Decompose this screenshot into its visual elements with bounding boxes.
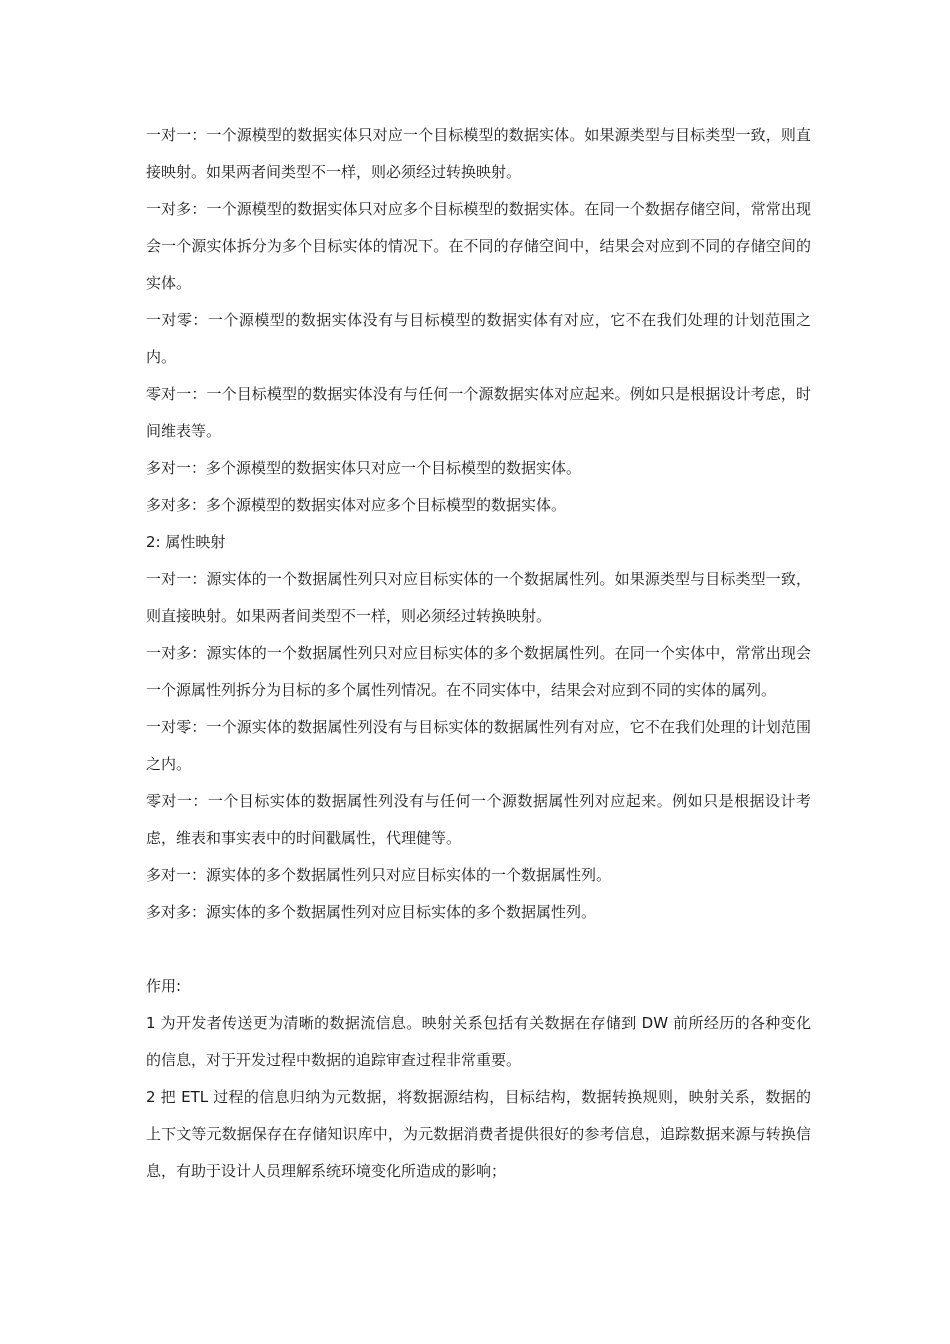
paragraph-attr-one-to-zero: 一对零：一个源实体的数据属性列没有与目标实体的数据属性列有对应，它不在我们处理的计划范围之内。 [146,718,811,773]
paragraph-entity-one-to-one: 一对一：一个源模型的数据实体只对应一个目标模型的数据实体。如果源类型与目标类型一致，则直接映射。如果两者间类型不一样，则必须经过转换映射。 [146,126,811,181]
heading-effects: 作用: [146,977,182,995]
paragraph-entity-one-to-many: 一对多：一个源模型的数据实体只对应多个目标模型的数据实体。在同一个数据存储空间，常常出现会一个源实体拆分为多个目标实体的情况下。在不同的存储空间中，结果会对应到不同的存储空间的实体。 [146,200,811,292]
paragraph-effect-1: 1 为开发者传送更为清晰的数据流信息。映射关系包括有关数据在存储到 DW 前所经历的各种变化的信息，对于开发过程中数据的追踪审查过程非常重要。 [146,1014,811,1069]
paragraph-entity-zero-to-one: 零对一：一个目标模型的数据实体没有与任何一个源数据实体对应起来。例如只是根据设计考虑，时间维表等。 [146,385,811,440]
paragraph-entity-many-to-many: 多对多：多个源模型的数据实体对应多个目标模型的数据实体。 [146,496,567,514]
paragraph-attr-many-to-many: 多对多：源实体的多个数据属性列对应目标实体的多个数据属性列。 [146,903,597,921]
paragraph-attr-one-to-one: 一对一：源实体的一个数据属性列只对应目标实体的一个数据属性列。如果源类型与目标类型一致，则直接映射。如果两者间类型不一样，则必须经过转换映射。 [146,570,811,625]
paragraph-attr-one-to-many: 一对多：源实体的一个数据属性列只对应目标实体的多个数据属性列。在同一个实体中，常常出现会一个源属性列拆分为目标的多个属性列情况。在不同实体中，结果会对应到不同的实体的属列。 [146,644,811,699]
blank-line [146,931,811,968]
paragraph-attr-many-to-one: 多对一：源实体的多个数据属性列只对应目标实体的一个数据属性列。 [146,866,612,884]
paragraph-entity-many-to-one: 多对一：多个源模型的数据实体只对应一个目标模型的数据实体。 [146,459,582,477]
paragraph-entity-one-to-zero: 一对零：一个源模型的数据实体没有与目标模型的数据实体有对应，它不在我们处理的计划范围之内。 [146,311,811,366]
paragraph-attr-zero-to-one: 零对一：一个目标实体的数据属性列没有与任何一个源数据属性列对应起来。例如只是根据设计考虑，维表和事实表中的时间戳属性，代理健等。 [146,792,811,847]
heading-attribute-mapping: 2: 属性映射 [146,533,226,551]
paragraph-effect-2: 2 把 ETL 过程的信息归纳为元数据，将数据源结构，目标结构，数据转换规则，映射关系，数据的上下文等元数据保存在存储知识库中，为元数据消费者提供很好的参考信息，追踪数据来源与转换信息，有助于设计人员理解系统环境变化所造成的影响； [146,1088,811,1180]
document-body [146,117,811,1190]
